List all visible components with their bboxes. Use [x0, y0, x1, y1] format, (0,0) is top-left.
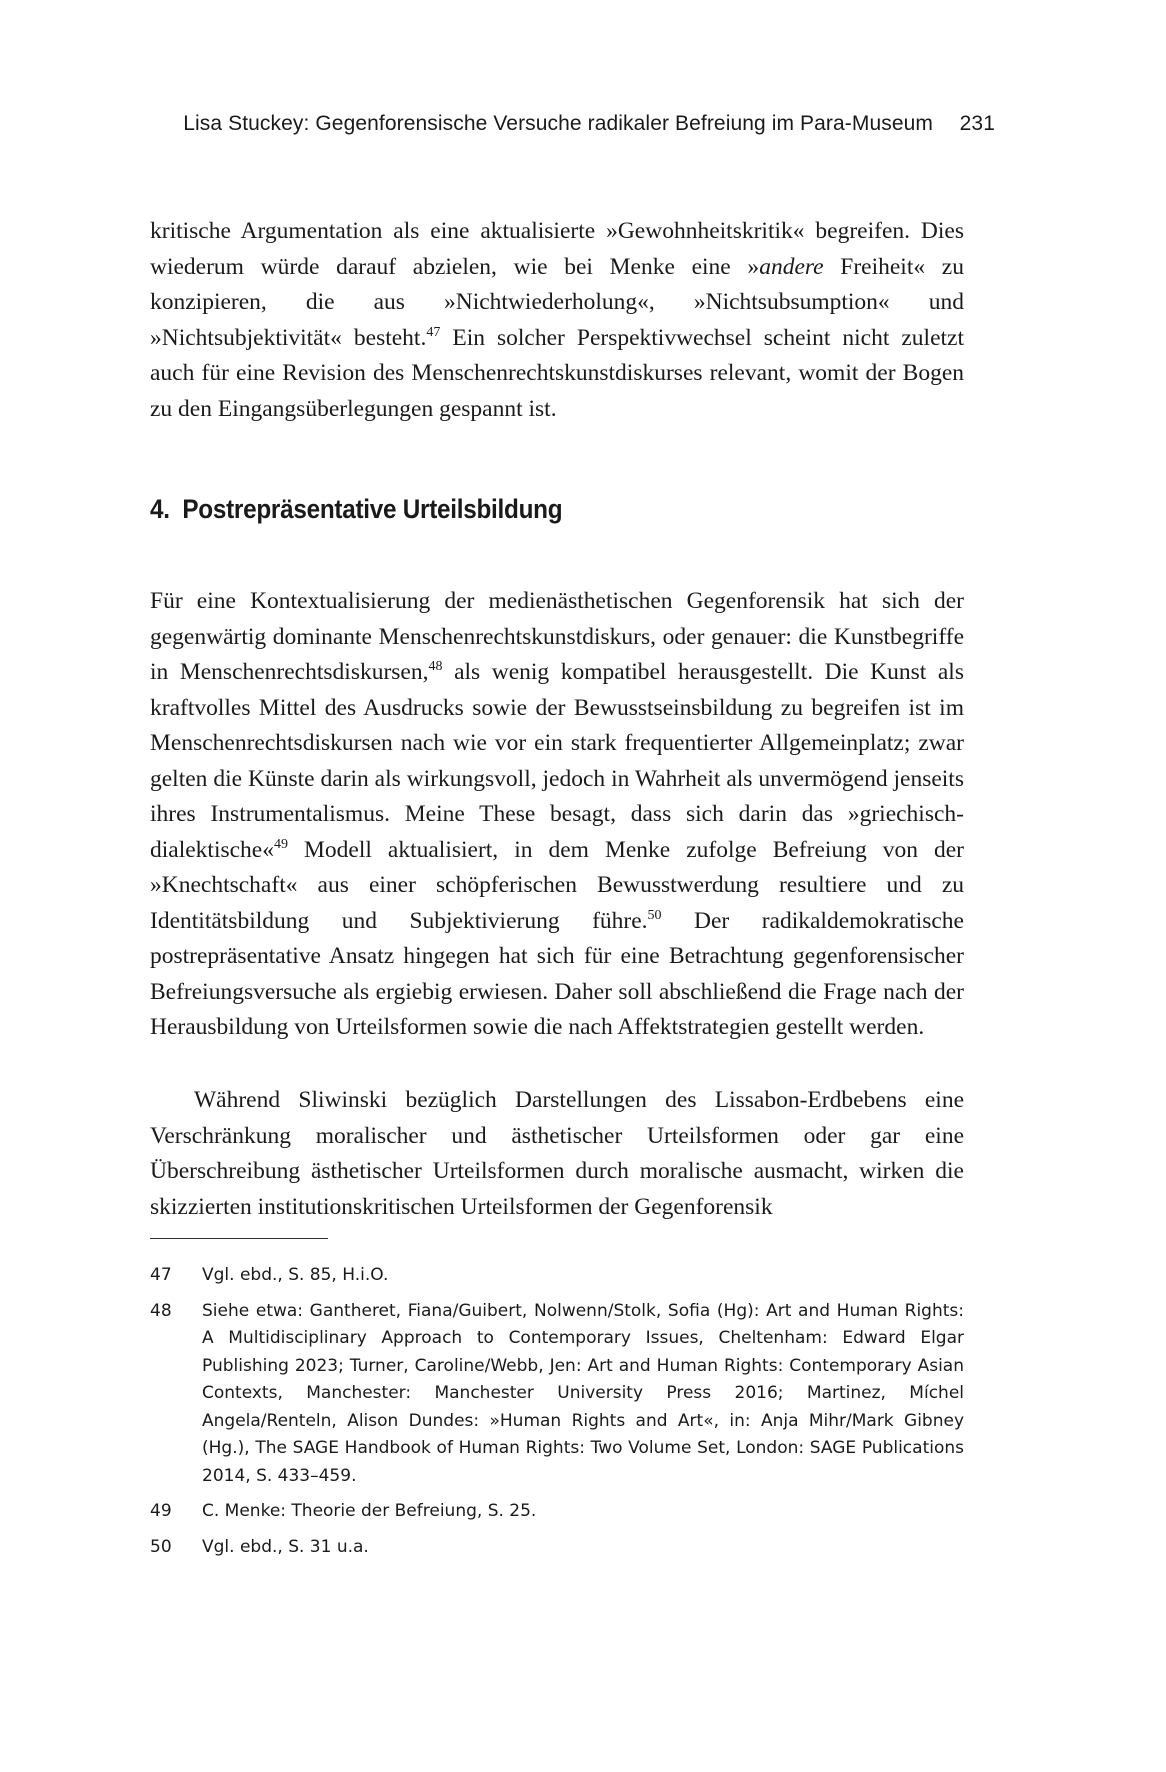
footnote-number: 48	[150, 1300, 172, 1321]
section-heading	[150, 494, 562, 525]
page-number: 231	[959, 112, 995, 135]
running-header	[150, 112, 995, 142]
footnote-number: 50	[150, 1536, 172, 1557]
footnote-ref-47[interactable]: 47	[426, 324, 441, 340]
text-span: Für eine Kontextualisierung der medienästhetischen Gegenforensik hat sich der gegenwärtig dominante Menschenrechtskunstdiskurs, oder genauer: die Kunstbegriffe in Menschenrechtsdiskursen,	[150, 588, 964, 685]
emphasis-text: andere	[759, 253, 824, 280]
footnote-divider	[150, 1238, 328, 1239]
text-span: Ein solcher Perspektivwechsel scheint nicht zuletzt auch für eine Revision des Menschenrechtskunstdiskurses relevant, womit der Bogen zu den Eingangsüberlegungen gespannt ist.	[150, 324, 964, 422]
footnote-50	[150, 1534, 964, 1562]
footnote-text: C. Menke: Theorie der Befreiung, S. 25.	[202, 1501, 537, 1521]
text-span: kritische Argumentation als eine aktualisierte »Gewohnheitskritik« begreifen. Dies wiederum würde darauf abzielen, wie bei Menke eine »	[150, 218, 964, 280]
footnote-ref-50[interactable]: 50	[647, 907, 662, 923]
body-paragraph-1	[150, 214, 964, 427]
body-paragraph-2	[150, 584, 964, 1046]
section-title: Postrepräsentative Urteilsbildung	[182, 494, 563, 524]
running-title: Lisa Stuckey: Gegenforensische Versuche radikaler Befreiung im Para-Museum	[183, 112, 933, 135]
text-span: Der radikaldemokratische postrepräsentative Ansatz hingegen hat sich für eine Betrachtung gegenforensischer Befreiungsversuche als ergiebig erwiesen. Daher soll abschließend die Frage nach der Herausbildung von Urteilsformen sowie die nach Affektstrategien gestellt werden.	[150, 907, 964, 1040]
footnote-number: 49	[150, 1501, 172, 1521]
footnote-ref-48[interactable]: 48	[428, 659, 443, 675]
footnote-text: Vgl. ebd., S. 31 u.a.	[202, 1536, 369, 1557]
text-span: Freiheit« zu konzipieren, die aus »Nichtwiederholung«, »Nichtsubsumption« und »Nichtsubjektivität« besteht.	[150, 253, 964, 351]
footnote-49	[150, 1498, 964, 1526]
section-number: 4.	[150, 494, 170, 524]
indented-paragraph: Während Sliwinski bezüglich Darstellungen des Lissabon-Erdbebens eine Verschränkung moralischer und ästhetischer Urteilsformen oder gar eine Überschreibung ästhetischer Urteilsformen durch moralische ausmacht, wirken die skizzierten institutionskritischen Urteilsformen der Gegenforensik	[150, 1087, 964, 1220]
footnotes	[150, 1262, 964, 1569]
text-span: Modell aktualisiert, in dem Menke zufolge Befreiung von der »Knechtschaft« aus einer schöpferischen Bewusstwerdung resultiere und zu Identitätsbildung und Subjektivierung führe.	[150, 836, 964, 934]
footnote-48	[150, 1298, 964, 1491]
footnote-number: 47	[150, 1265, 172, 1285]
footnote-text: Siehe etwa: Gantheret, Fiana/Guibert, Nolwenn/Stolk, Sofia (Hg): Art and Human Rights: A Multidisciplinary Approach to Contemporary Issues, Cheltenham: Edward Elgar Publishing 2023; Turner, Caroline/Webb, Jen: Art and Human Rights: Contemporary Asian Contexts, Manchester: Manchester University Press 2016; Martinez, Míchel Angela/Renteln, Alison Dundes: »Human Rights and Art«, in: Anja Mihr/Mark Gibney (Hg.), The SAGE Handbook of Human Rights: Two Volume Set, London: SAGE Publications 2014, S. 433–459.	[202, 1300, 964, 1486]
footnote-text: Vgl. ebd., S. 85, H.i.O.	[202, 1265, 389, 1285]
text-span: als wenig kompatibel herausgestellt. Die Kunst als kraftvolles Mittel des Ausdrucks sowie der Bewusstseinsbildung zu begreifen ist im Menschenrechtsdiskursen nach wie vor ein stark frequentierter Allgemeinplatz; zwar gelten die Künste darin als wirkungsvoll, jedoch in Wahrheit als unvermögend jenseits ihres Instrumentalismus. Meine These besagt, dass sich darin das »griechisch-dialektische«	[150, 659, 964, 863]
footnote-ref-49[interactable]: 49	[273, 836, 288, 852]
footnote-47	[150, 1262, 964, 1290]
body-paragraph-3	[150, 1083, 964, 1225]
